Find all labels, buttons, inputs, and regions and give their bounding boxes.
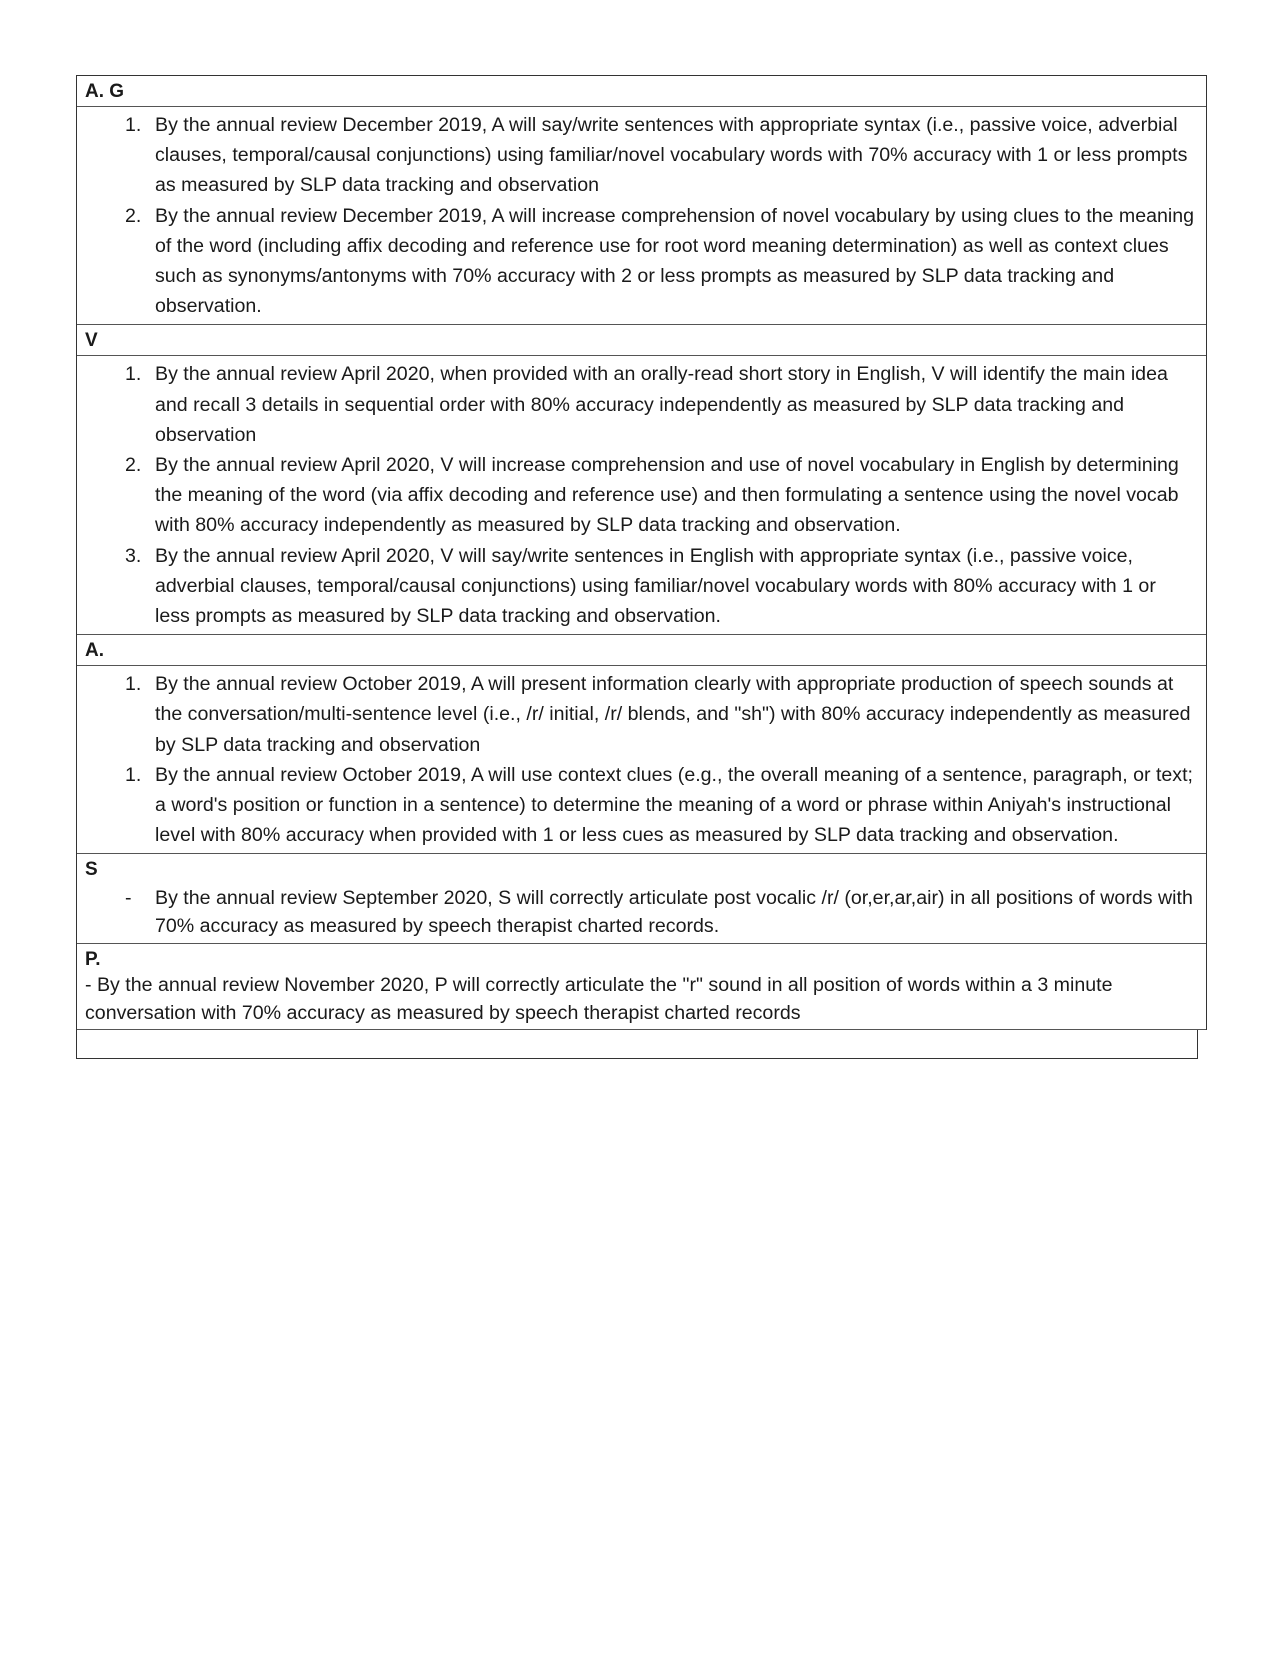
section-body-v <box>77 356 1206 635</box>
goal-item <box>77 201 1206 322</box>
section-header-s: S <box>85 859 98 881</box>
list-marker: 1. <box>125 763 142 786</box>
goal-text: By the annual review December 2019, A will increase comprehension of novel vocabulary by using clues to the meaning of the word (including affix decoding and reference use for root word meaning determination) as well as context clues such as synonyms/antonyms with 70% accuracy with 2 or less prompts as measured by SLP data tracking and observation. <box>155 204 1195 318</box>
empty-table-row <box>76 1030 1198 1059</box>
goal-item <box>77 669 1206 760</box>
goal-item <box>77 359 1206 450</box>
section-body-s <box>77 881 1206 944</box>
goals-document <box>76 75 1207 1059</box>
goal-text: By the annual review April 2020, V will say/write sentences in English with appropriate syntax (i.e., passive voice, adverbial clauses, temporal/causal conjunctions) using familiar/novel vocabulary words with 80% accuracy with 1 or less prompts as measured by SLP data tracking and observation. <box>155 544 1156 628</box>
section-header-v: V <box>77 325 1206 356</box>
list-marker: 1. <box>125 363 142 386</box>
goal-text: By the annual review April 2020, V will increase comprehension and use of novel vocabulary in English by determining the meaning of the word (via affix decoding and reference use) and then formulating a sentence using the novel vocab with 80% accuracy independently as measured by SLP data tracking and observation. <box>155 454 1179 537</box>
goal-text: By the annual review October 2019, A will use context clues (e.g., the overall meaning of a sentence, paragraph, or text; a word's position or function in a sentence) to determine the meaning of a word or phrase within Aniyah's instructional level with 80% accuracy when provided with 1 or less cues as measured by SLP data tracking and observation. <box>155 763 1193 847</box>
goal-item <box>77 884 1206 940</box>
section-body-ag <box>77 107 1206 325</box>
goal-text: By the annual review April 2020, when provided with an orally-read short story in English, V will identify the main idea and recall 3 details in sequential order with 80% accuracy independently as measured by SLP data tracking and observation <box>155 363 1168 446</box>
goal-item <box>77 541 1206 632</box>
section-body-a <box>77 666 1206 854</box>
goal-text: By the annual review October 2019, A will present information clearly with appropriate production of speech sounds at the conversation/multi-sentence level (i.e., /r/ initial, /r/ blends, and "sh") with 80% accuracy independently as measured by SLP data tracking and observation <box>155 673 1191 756</box>
goal-text: By the annual review September 2020, S will correctly articulate post vocalic /r/ (or,er,ar,air) in all positions of words with 70% accuracy as measured by speech therapist charted records. <box>155 887 1193 938</box>
goal-item <box>77 760 1206 851</box>
list-marker: 2. <box>125 204 142 227</box>
section-header-ag: A. G <box>77 76 1206 107</box>
section-header-p: P. <box>85 949 101 971</box>
list-marker: 2. <box>125 454 142 477</box>
list-marker: 3. <box>125 544 142 567</box>
goal-item <box>77 110 1206 201</box>
section-header-a: A. <box>77 635 1206 666</box>
list-marker: 1. <box>125 114 142 136</box>
goal-text-p: - By the annual review November 2020, P will correctly articulate the "r" sound in all position of words within a 3 minute conversation with 70% accuracy as measured by speech therapist charted records <box>77 971 1206 1030</box>
goal-item <box>77 450 1206 541</box>
list-marker: - <box>125 887 132 910</box>
goals-table <box>76 75 1207 1030</box>
goal-text: By the annual review December 2019, A will say/write sentences with appropriate syntax (i.e., passive voice, adverbial clauses, temporal/causal conjunctions) using familiar/novel vocabulary words with 70% accuracy with 1 or less prompts as measured by SLP data tracking and observation <box>155 114 1188 197</box>
list-marker: 1. <box>125 673 142 696</box>
